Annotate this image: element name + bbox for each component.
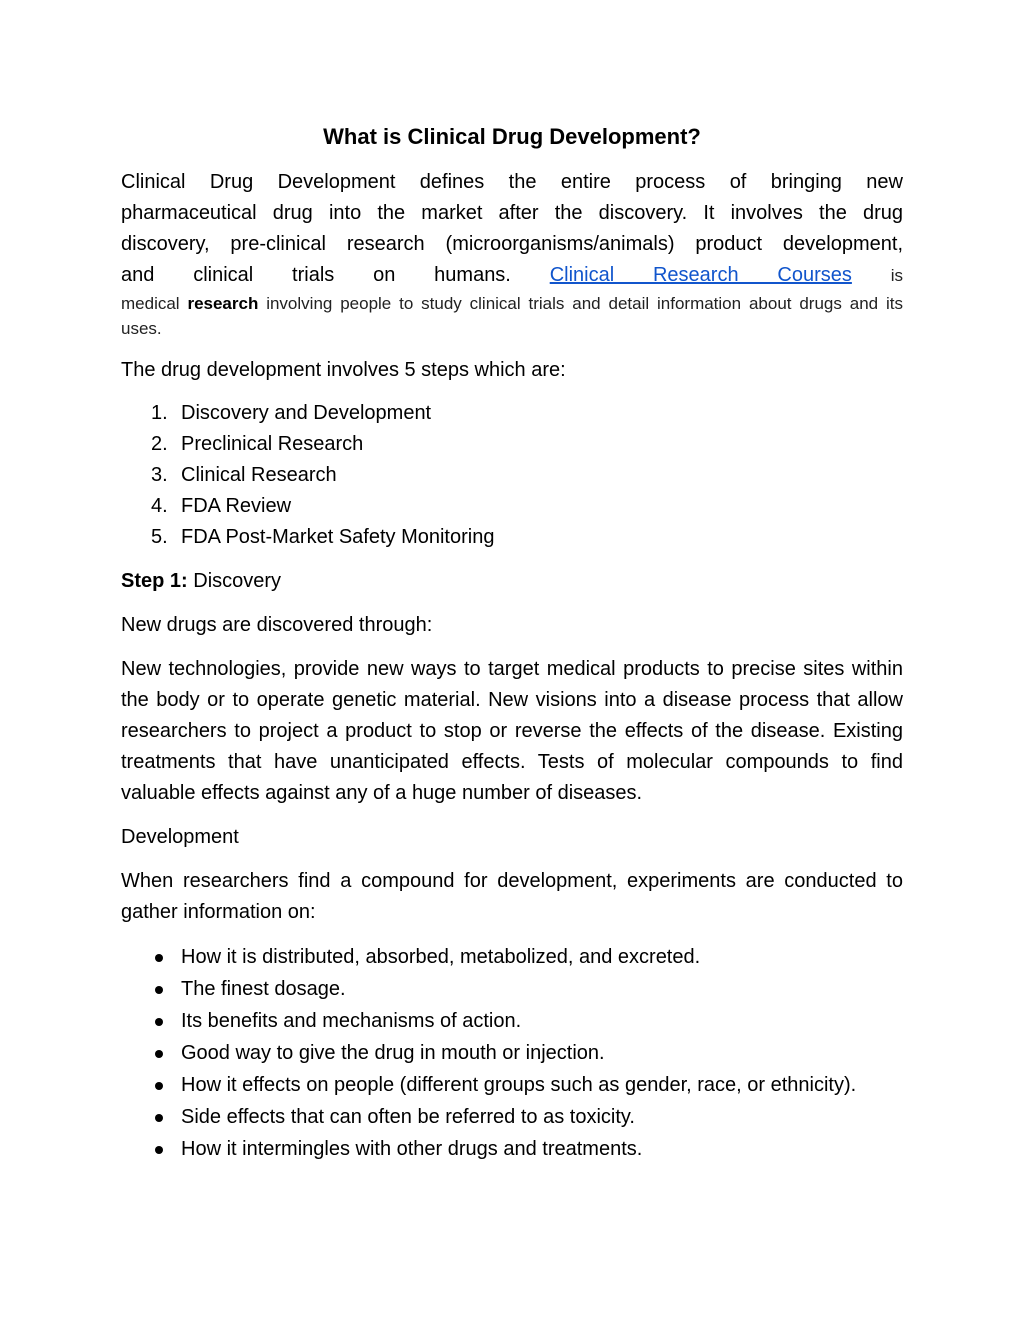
bullet-item: [121, 1070, 903, 1101]
step-label: Discovery and Development: [181, 402, 432, 424]
bullet-list: [121, 942, 903, 1165]
step1-label: Step 1:: [121, 570, 188, 592]
bullet-text: Its benefits and mechanisms of action.: [181, 1010, 522, 1032]
bullet-item: [121, 1006, 903, 1037]
bullet-text: How it is distributed, absorbed, metabolized, and excreted.: [181, 946, 701, 968]
steps-list: [121, 398, 903, 553]
bullet-item: [121, 974, 903, 1005]
step-item: [121, 398, 903, 429]
bullet-item: [121, 1038, 903, 1069]
step-number: 2.: [151, 433, 168, 455]
step-item: [121, 491, 903, 522]
intro-line: pharmaceutical drug into the market after the discovery. It involves the drug: [121, 202, 903, 224]
step-number: 4.: [151, 495, 168, 517]
intro-paragraph: [121, 167, 903, 291]
step-number: 1.: [151, 402, 168, 424]
bullet-dot-icon: [155, 1146, 163, 1154]
intro-line: Clinical Drug Development defines the entire process of bringing new: [121, 171, 903, 193]
bullet-text: Good way to give the drug in mouth or injection.: [181, 1042, 605, 1064]
note-prefix: medical: [121, 294, 180, 313]
discovered-through: New drugs are discovered through:: [121, 614, 433, 636]
step-number: 5.: [151, 526, 168, 548]
step-item: [121, 460, 903, 491]
clinical-research-courses-link[interactable]: Clinical Research Courses: [549, 264, 852, 286]
step-label: Preclinical Research: [181, 433, 364, 455]
intro-line: [121, 260, 903, 291]
bullet-dot-icon: [155, 1050, 163, 1058]
bullet-item: [121, 1134, 903, 1165]
bullet-item: [121, 942, 903, 973]
step-number: 3.: [151, 464, 168, 486]
development-intro: When researchers find a compound for development, experiments are conducted to gather information on:: [121, 870, 903, 923]
bullet-dot-icon: [155, 1114, 163, 1122]
step-label: FDA Review: [181, 495, 292, 517]
bullet-text: How it effects on people (different groups such as gender, race, or ethnicity).: [181, 1074, 857, 1096]
document-content: [121, 121, 903, 1166]
note-suffix: involving people to study clinical trials and detail information about drugs and its uses.: [121, 294, 903, 338]
discovery-paragraph: New technologies, provide new ways to target medical products to precise sites within the body or to operate genetic material. New visions into a disease process that allow researchers to project a product to stop or reverse the effects of the disease. Existing treatments that have unanticipated effects. Tests of molecular compounds to find valuable effects against any of a huge number of diseases.: [121, 658, 903, 804]
bullet-dot-icon: [155, 954, 163, 962]
bullet-dot-icon: [155, 1082, 163, 1090]
step1-heading: [121, 566, 903, 597]
step-item: [121, 429, 903, 460]
note-bold: research: [187, 294, 259, 313]
bullet-item: [121, 1102, 903, 1133]
bullet-dot-icon: [155, 986, 163, 994]
intro-text: and clinical trials on humans.: [121, 264, 511, 286]
intro-tail: is: [890, 266, 903, 285]
step-label: FDA Post-Market Safety Monitoring: [181, 526, 495, 548]
bullet-text: Side effects that can often be referred to as toxicity.: [181, 1106, 635, 1128]
development-heading: Development: [121, 826, 239, 848]
intro-line: discovery, pre-clinical research (microorganisms/animals) product development,: [121, 233, 903, 255]
page-title: What is Clinical Drug Development?: [323, 124, 701, 149]
steps-intro: The drug development involves 5 steps which are:: [121, 359, 566, 381]
bullet-dot-icon: [155, 1018, 163, 1026]
bullet-text: The finest dosage.: [181, 978, 346, 1000]
bullet-text: How it intermingles with other drugs and treatments.: [181, 1138, 643, 1160]
step1-text: Discovery: [193, 570, 282, 592]
step-label: Clinical Research: [181, 464, 337, 486]
step-item: [121, 522, 903, 553]
note-paragraph: [121, 291, 903, 341]
